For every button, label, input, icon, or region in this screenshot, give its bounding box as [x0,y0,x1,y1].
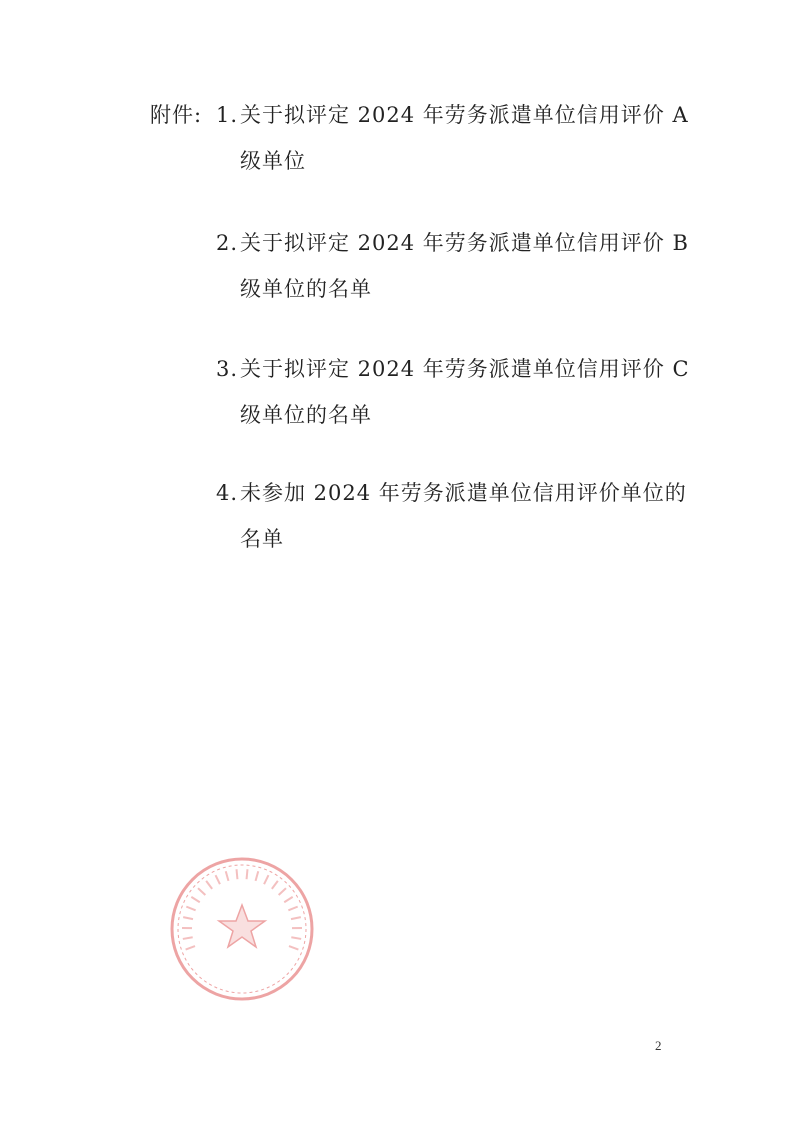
seal-rim-mark [237,869,238,879]
attachment-item-4 [216,470,687,562]
attachment-item-1 [216,92,689,184]
seal-rim-mark [186,946,195,949]
seal-rim-mark [256,871,259,881]
seal-rim-mark [289,946,298,949]
attachment-item-2-line2: 级单位的名单 [240,277,372,301]
seal-rim-mark [272,881,278,889]
attachment-item-1-line1 [216,92,689,138]
seal-rim-mark [288,907,297,911]
seal-rim-mark [226,871,229,881]
attachment-item-3-line1 [216,346,690,392]
attachment-item-2-line1 [216,220,689,266]
seal-rim-mark [186,907,195,911]
attachment-item-3 [216,346,690,438]
seal-rim-mark [206,881,212,889]
attachment-item-1-text: 关于拟评定 2024 年劳务派遣单位信用评价 A [240,103,689,127]
attachment-item-4-line2: 名单 [240,527,284,551]
attachment-item-3-text: 关于拟评定 2024 年劳务派遣单位信用评价 C [240,357,690,381]
official-seal-star-icon [168,855,316,1003]
seal-rim-mark [279,888,286,895]
seal-rim-mark [264,875,268,884]
attachment-item-3-number: 3. [216,357,239,381]
attachment-item-4-text: 未参加 2024 年劳务派遣单位信用评价单位的 [240,481,687,505]
seal-rim-mark [247,869,248,879]
seal-rim-mark [198,888,205,895]
attachment-item-2-text: 关于拟评定 2024 年劳务派遣单位信用评价 B [240,231,689,255]
page-number: 2 [655,1038,662,1053]
seal-rim-mark [291,937,301,939]
attachment-item-2 [216,220,689,312]
attachment-item-4-number: 4. [216,481,239,505]
seal-rim-mark [291,917,301,919]
seal-rim-mark [284,897,292,902]
attachments-label: 附件: [150,103,203,127]
attachment-item-2-number: 2. [216,231,239,255]
attachment-item-1-number: 1. [216,103,239,127]
attachment-item-3-line2: 级单位的名单 [240,403,372,427]
seal-rim-mark [216,875,220,884]
seal-rim-mark [183,917,193,919]
seal-rim-mark [191,897,199,902]
attachment-item-1-line2: 级单位 [240,149,306,173]
attachment-item-4-line1 [216,470,687,516]
seal-rim-mark [183,937,193,939]
